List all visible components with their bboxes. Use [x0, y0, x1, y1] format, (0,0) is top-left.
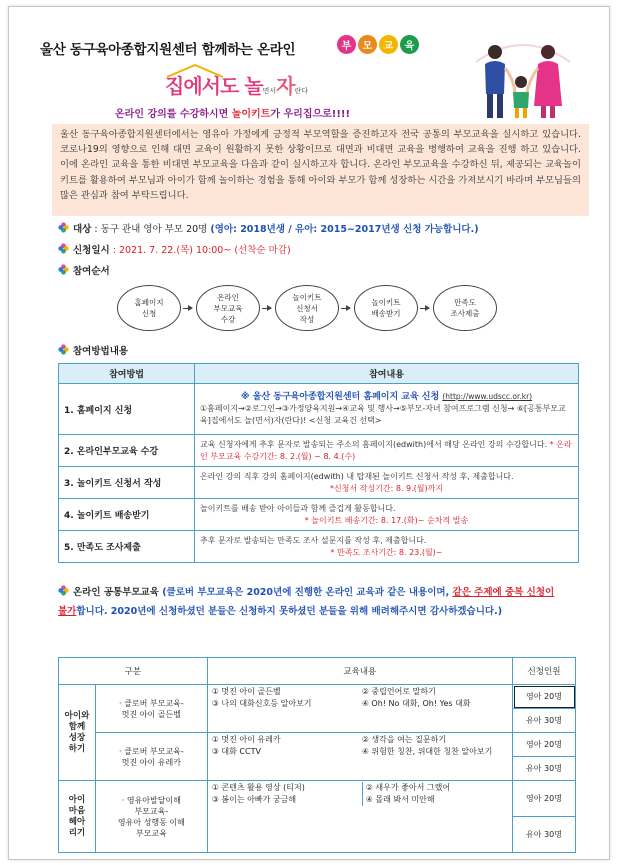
category-line: 하기	[68, 743, 86, 754]
count-toddler: 유아 30명	[513, 817, 576, 853]
course-name-line: 멋진 아이 골든벨	[121, 709, 181, 719]
subtitle-highlight: 놀이키트	[231, 109, 271, 120]
subtitle-post: 가 우리집으로!!!!	[270, 109, 351, 120]
step-line: 온라인	[217, 292, 239, 302]
topic-item: ② 생각을 여는 질문하기	[361, 735, 447, 744]
badge-yuk: 육	[400, 35, 419, 54]
count-infant: 영아 20명	[513, 685, 576, 709]
method-due: *신청서 작성기간: 8. 9.(월)까지	[329, 483, 444, 493]
mother-body	[534, 61, 562, 106]
topic-item: ③ 봄이는 아빠가 궁금해	[211, 795, 297, 804]
course-name-line: · 영유아발달이해	[121, 795, 181, 805]
step-line: 조사제출	[450, 309, 480, 318]
arrow-icon	[420, 308, 429, 309]
father-head	[488, 45, 502, 59]
category-line: 리기	[68, 827, 86, 838]
common-text-1: (클로버 부모교육은 2020년에 진행한 온라인 교육과 같은 내용이며,	[158, 587, 453, 598]
table-row	[59, 499, 579, 531]
flower-icon	[58, 344, 69, 355]
method-text: 추후 문자로 발송되는 만족도 조사 설문지를 작성 후, 제출합니다.	[200, 535, 427, 545]
slogan-small-2: 란다	[294, 87, 308, 95]
table-row	[59, 685, 576, 709]
method-name: 4. 놀이키트 배송받기	[59, 499, 195, 531]
table-row	[59, 531, 579, 563]
homepage-notice: ※ 울산 동구육아종합지원센터 홈페이지 교육 신청	[240, 392, 443, 402]
method-name: 2. 온라인부모교육 수강	[59, 435, 195, 467]
step-line: 홈페이지	[134, 298, 164, 307]
category-line: 헤아	[68, 816, 86, 827]
target-line	[58, 221, 479, 235]
method-content	[195, 531, 579, 563]
method-name: 5. 만족도 조사제출	[59, 531, 195, 563]
table-row	[59, 733, 576, 757]
topic-item: ④ Oh! No 대화, Oh! Yes 대화	[361, 699, 471, 708]
slogan-main: 집에서도 놀	[165, 74, 263, 98]
target-label: 대상	[73, 224, 92, 235]
course-topics	[207, 685, 512, 733]
count-infant: 영아 20명	[513, 781, 576, 817]
order-label: 참여순서	[73, 266, 110, 277]
step-line: 수강	[220, 314, 236, 324]
method-text: 교육 신청자에게 추후 문자로 발송되는 주소의 홈페이지(edwith)에서 해당 온라인 강의 수강합니다.	[200, 439, 550, 449]
homepage-url-link[interactable]: (http://www.udscc.or.kr)	[442, 392, 533, 401]
method-heading	[58, 343, 128, 357]
date-label: 신청일시	[73, 245, 110, 256]
arrow-icon	[183, 308, 192, 309]
category-line: 아이와	[64, 710, 90, 721]
arrow-icon	[262, 308, 271, 309]
group-category	[59, 781, 96, 853]
arrow-icon	[341, 308, 350, 309]
flower-icon	[58, 243, 69, 254]
intro-paragraph: 울산 동구육아종합지원센터에서는 영유아 가정에게 긍정적 부모역할을 증진하고자 전국 공통의 부모교육을 실시하고 있습니다. 코로나19의 영향으로 인해 대면 교육이 원활하지 못한 상황이므로 대면과 비대면 교육을 병행하여 교육을 진행 하고 있습니다. 이에 온라인 교육을 통한 비대면 부모교육을 다음과 같이 실시하고자 합니다. 온라인 부모교육을 수강하신 뒤, 제공되는 교육놀이 키트를 활용하여 부모님과 아이가 함께 놀이하는 경험을 통해 아이와 부모가 함께 성장하는 시간을 가져보시기 바라며 부모님들의 많은 관심과 참여 부탁드립니다.	[52, 124, 589, 216]
course-name-line: · 클로버 부모교육-	[119, 698, 184, 708]
category-line: 성장	[68, 732, 86, 743]
method-content	[195, 467, 579, 499]
subtitle	[115, 105, 350, 120]
common-label: 온라인 공통부모교육	[73, 587, 159, 598]
family-illustration	[468, 32, 578, 124]
course-topics	[207, 781, 512, 853]
col-header-content: 참여내용	[195, 364, 579, 384]
course-name	[96, 685, 208, 733]
col-header-content: 교육내용	[207, 658, 512, 685]
step-line: 배송받기	[371, 309, 401, 318]
target-note: (영아: 2018년생 / 유아: 2015~2017년생 신청 가능합니다.)	[210, 224, 479, 235]
topic-item: ② 중립언어로 말하기	[361, 687, 436, 696]
method-table	[58, 363, 579, 563]
target-text: : 동구 관내 영아 부모 20명	[91, 224, 211, 235]
table-row	[59, 467, 579, 499]
badge-gyo: 교	[379, 35, 398, 54]
topic-item: ② 새우가 좋아서 그랬어	[362, 782, 508, 794]
roof-icon	[165, 64, 225, 78]
group-category	[59, 685, 96, 781]
step-line: 신청	[141, 309, 157, 318]
topic-item: ④ 위험한 칭찬, 위대한 칭찬 알아보기	[361, 747, 493, 756]
method-text: 놀이키트를 배송 받아 아이들과 함께 즐겁게 활동합니다.	[200, 503, 396, 513]
col-header-count: 신청인원	[513, 658, 576, 685]
topic-item: ① 콘텐츠 활용 영상 (티저)	[211, 783, 305, 792]
category-line: 마음	[68, 805, 86, 816]
step-survey	[433, 285, 497, 331]
course-name-line: 부모교육	[135, 828, 167, 838]
method-name: 3. 놀이키트 신청서 작성	[59, 467, 195, 499]
common-education-notice	[58, 583, 578, 621]
subtitle-pre: 온라인 강의를 수강하시면	[115, 109, 232, 120]
method-text: 온라인 강의 직후 강의 홈페이지(edwith) 내 탑재된 놀이키트 신청서 작성 후, 제출합니다.	[200, 471, 514, 481]
step-homepage	[117, 285, 181, 331]
table-header-row	[59, 658, 576, 685]
course-name	[96, 781, 208, 853]
step-line: 작성	[299, 314, 315, 324]
course-name	[96, 733, 208, 781]
child-body	[513, 92, 529, 108]
flower-icon	[58, 264, 69, 275]
col-header-category: 구분	[59, 658, 208, 685]
slogan-logo	[165, 70, 415, 106]
step-line: 만족도	[454, 298, 476, 307]
topic-item: ④ 몰래 봐서 미안해	[362, 794, 508, 806]
step-line: 신청서	[296, 303, 318, 313]
common-warning: 같은 주제에 중복 신청이 불가	[58, 587, 555, 617]
category-line: 아이	[68, 794, 86, 805]
course-name-line: 부모교육-	[134, 806, 169, 816]
course-name-line: 멋진 아이 유레카	[121, 757, 181, 767]
date-text: : 2021. 7. 22.(목) 10:00~ (선착순 마감)	[109, 245, 291, 256]
table-row	[59, 435, 579, 467]
count-toddler: 유아 30명	[513, 709, 576, 733]
topic-item: ③ 대화 CCTV	[211, 747, 261, 756]
step-kit-delivery	[354, 285, 418, 331]
common-text-2: 합니다. 2020년에 신청하셨던 분들은 신청하지 못하셨던 분들을 위해 배려해주시면 감사하겠습니다.)	[76, 606, 503, 617]
slogan-main-2: 자	[276, 74, 295, 98]
method-content	[195, 384, 579, 435]
badge-bu: 부	[337, 35, 356, 54]
method-due: * 놀이키트 배송기간: 8. 17.(화)~ 순차적 발송	[304, 515, 469, 525]
step-online-class	[196, 285, 260, 331]
method-content	[195, 435, 579, 467]
father-body	[485, 61, 505, 94]
page-title: 울산 동구육아종합지원센터 함께하는 온라인	[40, 42, 296, 58]
table-row	[59, 384, 579, 435]
slogan-small-1: 면서	[262, 87, 277, 95]
date-line	[58, 242, 291, 256]
title-badges	[337, 35, 419, 54]
step-line: 놀이키트	[371, 298, 401, 307]
child-head	[515, 76, 527, 88]
topic-item: ① 멋진 아이 골든벨	[211, 687, 281, 696]
badge-mo: 모	[358, 35, 377, 54]
course-name-line: 영유아 성행동 이해	[117, 817, 185, 827]
table-row	[59, 781, 576, 817]
homepage-steps: ①홈페이지→②로그인→③가정양육지원→④교육 및 행사→⑤부모-자녀 참여프로그램 신청→ ⑥[공통부모교육]집에서도 놀(면서)자(란다)! <신청 교육건 선택>	[200, 404, 566, 425]
count-infant: 영아 20명	[513, 733, 576, 757]
step-line: 부모교육	[213, 303, 243, 313]
category-line: 함께	[68, 721, 86, 732]
flower-icon	[58, 222, 69, 233]
topic-item: ③ 나의 대화신호등 알아보기	[211, 699, 312, 708]
course-topics	[207, 733, 512, 781]
order-heading	[58, 263, 110, 277]
course-table	[58, 657, 576, 853]
topic-item: ① 멋진 아이 유레카	[211, 735, 281, 744]
mother-head	[541, 45, 555, 59]
course-name-line: · 클로버 부모교육-	[119, 746, 184, 756]
method-due: * 만족도 조사기간: 8. 23.(월)~	[330, 547, 443, 557]
method-label: 참여방법내용	[73, 346, 129, 357]
table-header-row	[59, 364, 579, 384]
method-content	[195, 499, 579, 531]
method-name: 1. 홈페이지 신청	[59, 384, 195, 435]
count-toddler: 유아 30명	[513, 757, 576, 781]
method-due: * 온라인 부모교육 수강기간: 8. 2.(월) ~ 8. 4.(수)	[200, 439, 572, 461]
col-header-method: 참여방법	[59, 364, 195, 384]
flower-icon	[58, 585, 69, 596]
step-line: 놀이키트	[292, 292, 322, 302]
step-kit-form	[275, 285, 339, 331]
